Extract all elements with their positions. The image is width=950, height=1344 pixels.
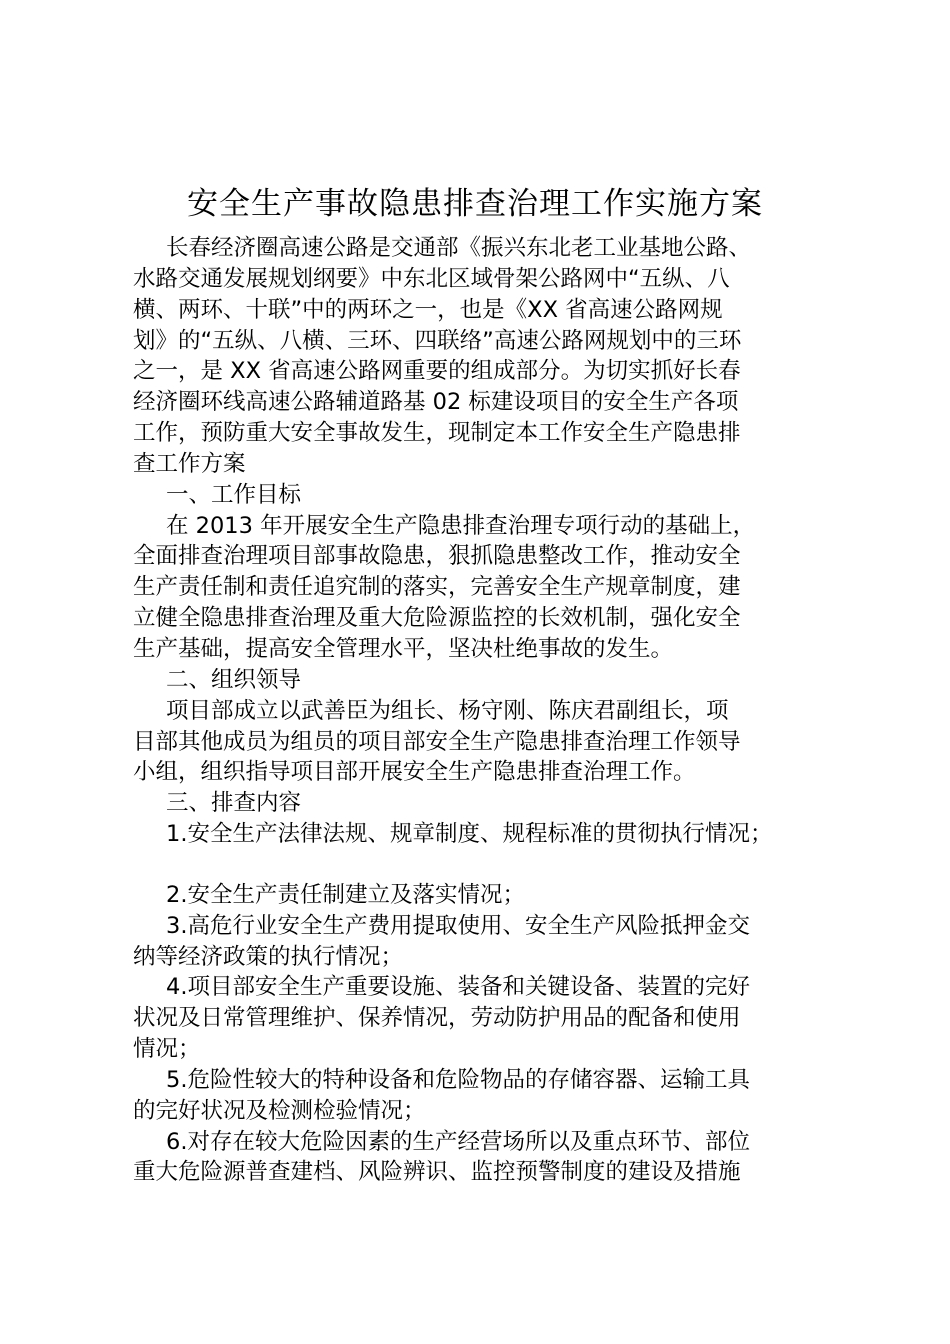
list-item: 3.高危行业安全生产费用提取使用、安全生产风险抵押金交 bbox=[166, 912, 750, 939]
list-item: 4.项目部安全生产重要设施、装备和关键设备、装置的完好 bbox=[166, 974, 750, 1001]
body-line: 生产责任制和责任追究制的落实，完善安全生产规章制度，建 bbox=[133, 574, 741, 601]
document-title: 安全生产事故隐患排查治理工作实施方案 bbox=[187, 186, 763, 222]
list-item: 6.对存在较大危险因素的生产经营场所以及重点环节、部位 bbox=[166, 1128, 750, 1155]
body-line: 全面排查治理项目部事故隐患，狠抓隐患整改工作，推动安全 bbox=[133, 543, 741, 570]
body-line: 纳等经济政策的执行情况； bbox=[133, 943, 404, 970]
body-line: 生产基础，提高安全管理水平，坚决杜绝事故的发生。 bbox=[133, 635, 674, 662]
section-heading-organization: 二、组织领导 bbox=[166, 666, 302, 693]
body-line: 状况及日常管理维护、保养情况，劳动防护用品的配备和使用 bbox=[133, 1005, 741, 1032]
list-item: 2.安全生产责任制建立及落实情况； bbox=[166, 881, 525, 908]
document-body bbox=[133, 233, 833, 1188]
body-line: 的完好状况及检测检验情况； bbox=[133, 1097, 426, 1124]
list-item: 5.危险性较大的特种设备和危险物品的存储容器、运输工具 bbox=[166, 1066, 750, 1093]
body-line: 小组，组织指导项目部开展安全生产隐患排查治理工作。 bbox=[133, 759, 696, 786]
body-line: 查工作方案 bbox=[133, 450, 246, 477]
section-heading-contents: 三、排查内容 bbox=[166, 790, 302, 817]
body-line: 立健全隐患排查治理及重大危险源监控的长效机制，强化安全 bbox=[133, 605, 741, 632]
body-line: 项目部成立以武善臣为组长、杨守刚、陈庆君副组长，项 bbox=[166, 697, 729, 724]
blank-line bbox=[133, 850, 833, 880]
body-line: 划》的“五纵、八横、三环、四联络”高速公路网规划中的三环 bbox=[133, 327, 742, 354]
body-line: 工作，预防重大安全事故发生，现制定本工作安全生产隐患排 bbox=[133, 420, 741, 447]
body-line: 经济圈环线高速公路辅道路基 02 标建设项目的安全生产各项 bbox=[133, 389, 739, 416]
list-item: 1.安全生产法律法规、规章制度、规程标准的贯彻执行情况； bbox=[166, 821, 773, 848]
body-line: 在 2013 年开展安全生产隐患排查治理专项行动的基础上， bbox=[166, 512, 756, 539]
body-line: 目部其他成员为组员的项目部安全生产隐患排查治理工作领导 bbox=[133, 728, 741, 755]
body-line: 情况； bbox=[133, 1036, 201, 1063]
body-line: 横、两环、十联”中的两环之一，也是《XX 省高速公路网规 bbox=[133, 296, 723, 323]
body-line: 水路交通发展规划纲要》中东北区域骨架公路网中“五纵、八 bbox=[133, 265, 730, 292]
body-line: 长春经济圈高速公路是交通部《振兴东北老工业基地公路、 bbox=[166, 235, 752, 261]
body-line: 重大危险源普查建档、风险辨识、监控预警制度的建设及措施 bbox=[133, 1159, 741, 1186]
section-heading-goals: 一、工作目标 bbox=[166, 481, 302, 508]
body-line: 之一，是 XX 省高速公路网重要的组成部分。为切实抓好长春 bbox=[133, 358, 741, 385]
